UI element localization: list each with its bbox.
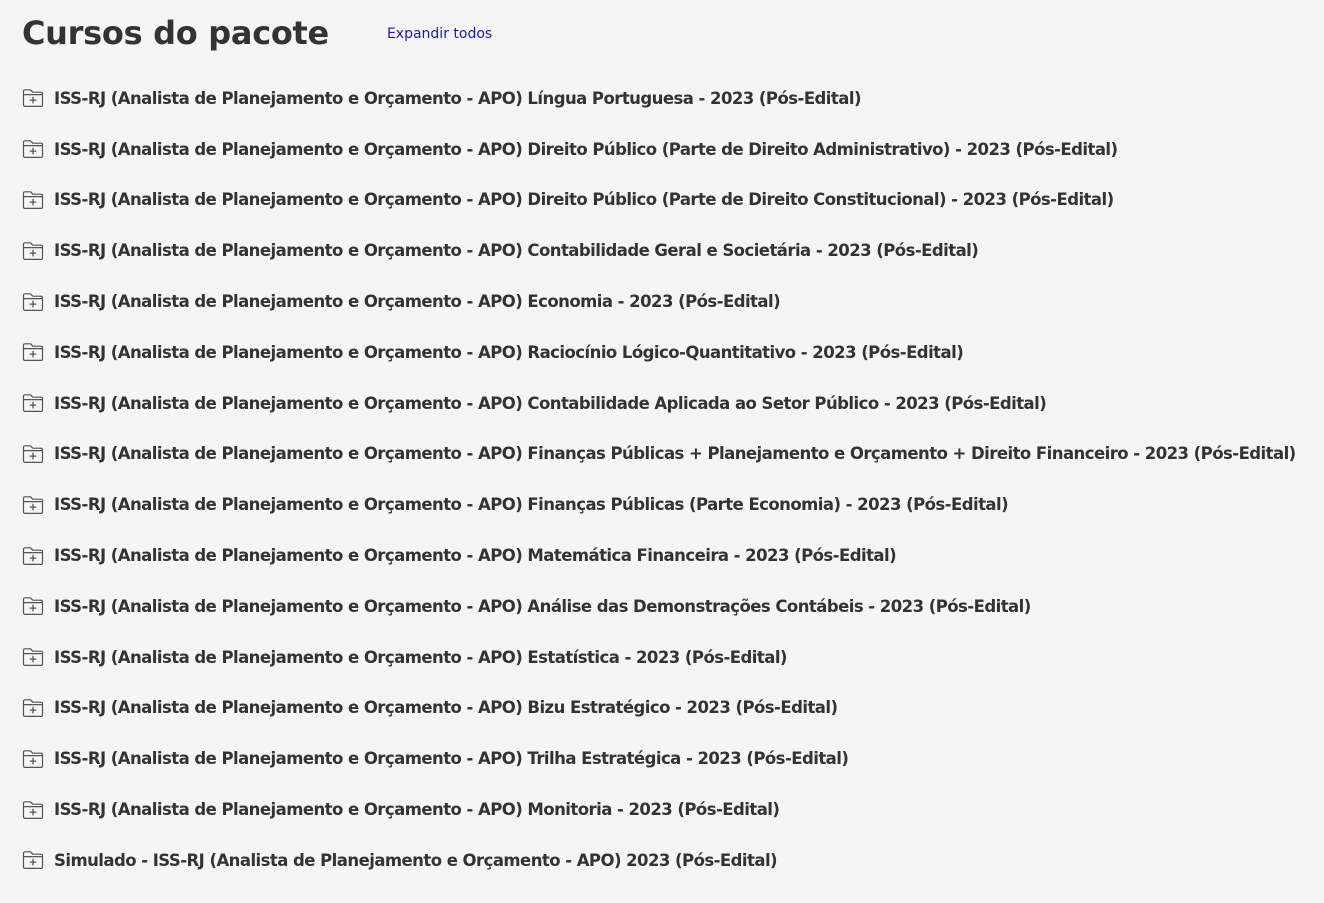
folder-plus-icon xyxy=(22,190,44,210)
course-label: ISS-RJ (Analista de Planejamento e Orçamento - APO) Raciocínio Lógico-Quantitativo - 2023 (Pós-Edital) xyxy=(54,342,964,362)
course-label: ISS-RJ (Analista de Planejamento e Orçamento - APO) Análise das Demonstrações Contábeis - 2023 (Pós-Edital) xyxy=(54,596,1031,616)
course-label: ISS-RJ (Analista de Planejamento e Orçamento - APO) Direito Público (Parte de Direito Constitucional) - 2023 (Pós-Edital) xyxy=(54,190,1114,210)
course-item[interactable] xyxy=(22,175,1317,226)
folder-plus-icon xyxy=(22,698,44,718)
folder-plus-icon xyxy=(22,596,44,616)
course-list xyxy=(22,73,1317,886)
course-label: ISS-RJ (Analista de Planejamento e Orçamento - APO) Estatística - 2023 (Pós-Edital) xyxy=(54,647,787,667)
course-item[interactable] xyxy=(22,733,1317,784)
course-label: ISS-RJ (Analista de Planejamento e Orçamento - APO) Finanças Públicas + Planejamento e Orçamento + Direito Financeiro - 2023 (Pós-Edital) xyxy=(54,444,1296,464)
course-item[interactable] xyxy=(22,683,1317,734)
course-label: ISS-RJ (Analista de Planejamento e Orçamento - APO) Matemática Financeira - 2023 (Pós-Edital) xyxy=(54,546,897,566)
folder-plus-icon xyxy=(22,88,44,108)
course-label: ISS-RJ (Analista de Planejamento e Orçamento - APO) Monitoria - 2023 (Pós-Edital) xyxy=(54,800,780,820)
course-label: ISS-RJ (Analista de Planejamento e Orçamento - APO) Contabilidade Geral e Societária - 2023 (Pós-Edital) xyxy=(54,241,979,261)
course-item[interactable] xyxy=(22,73,1317,124)
folder-plus-icon xyxy=(22,647,44,667)
course-item[interactable] xyxy=(22,124,1317,175)
course-item[interactable] xyxy=(22,784,1317,835)
course-item[interactable] xyxy=(22,632,1317,683)
course-label: ISS-RJ (Analista de Planejamento e Orçamento - APO) Língua Portuguesa - 2023 (Pós-Edital) xyxy=(54,88,861,108)
course-label: ISS-RJ (Analista de Planejamento e Orçamento - APO) Bizu Estratégico - 2023 (Pós-Edital) xyxy=(54,698,838,718)
course-label: ISS-RJ (Analista de Planejamento e Orçamento - APO) Finanças Públicas (Parte Economia) - 2023 (Pós-Edital) xyxy=(54,495,1009,515)
course-item[interactable] xyxy=(22,581,1317,632)
page-header xyxy=(22,10,492,56)
course-item[interactable] xyxy=(22,276,1317,327)
course-item[interactable] xyxy=(22,835,1317,886)
course-label: Simulado - ISS-RJ (Analista de Planejamento e Orçamento - APO) 2023 (Pós-Edital) xyxy=(54,850,778,870)
course-item[interactable] xyxy=(22,327,1317,378)
folder-plus-icon xyxy=(22,546,44,566)
course-label: ISS-RJ (Analista de Planejamento e Orçamento - APO) Trilha Estratégica - 2023 (Pós-Edital) xyxy=(54,749,849,769)
course-item[interactable] xyxy=(22,479,1317,530)
folder-plus-icon xyxy=(22,850,44,870)
folder-plus-icon xyxy=(22,241,44,261)
folder-plus-icon xyxy=(22,495,44,515)
folder-plus-icon xyxy=(22,749,44,769)
course-label: ISS-RJ (Analista de Planejamento e Orçamento - APO) Direito Público (Parte de Direito Administrativo) - 2023 (Pós-Edital) xyxy=(54,139,1118,159)
folder-plus-icon xyxy=(22,800,44,820)
course-item[interactable] xyxy=(22,378,1317,429)
course-label: ISS-RJ (Analista de Planejamento e Orçamento - APO) Contabilidade Aplicada ao Setor Público - 2023 (Pós-Edital) xyxy=(54,393,1047,413)
folder-plus-icon xyxy=(22,393,44,413)
course-item[interactable] xyxy=(22,429,1317,480)
course-item[interactable] xyxy=(22,530,1317,581)
course-label: ISS-RJ (Analista de Planejamento e Orçamento - APO) Economia - 2023 (Pós-Edital) xyxy=(54,292,781,312)
page-title: Cursos do pacote xyxy=(22,14,329,52)
course-item[interactable] xyxy=(22,225,1317,276)
expand-all-link[interactable]: Expandir todos xyxy=(386,26,493,42)
folder-plus-icon xyxy=(22,444,44,464)
folder-plus-icon xyxy=(22,139,44,159)
folder-plus-icon xyxy=(22,292,44,312)
folder-plus-icon xyxy=(22,342,44,362)
